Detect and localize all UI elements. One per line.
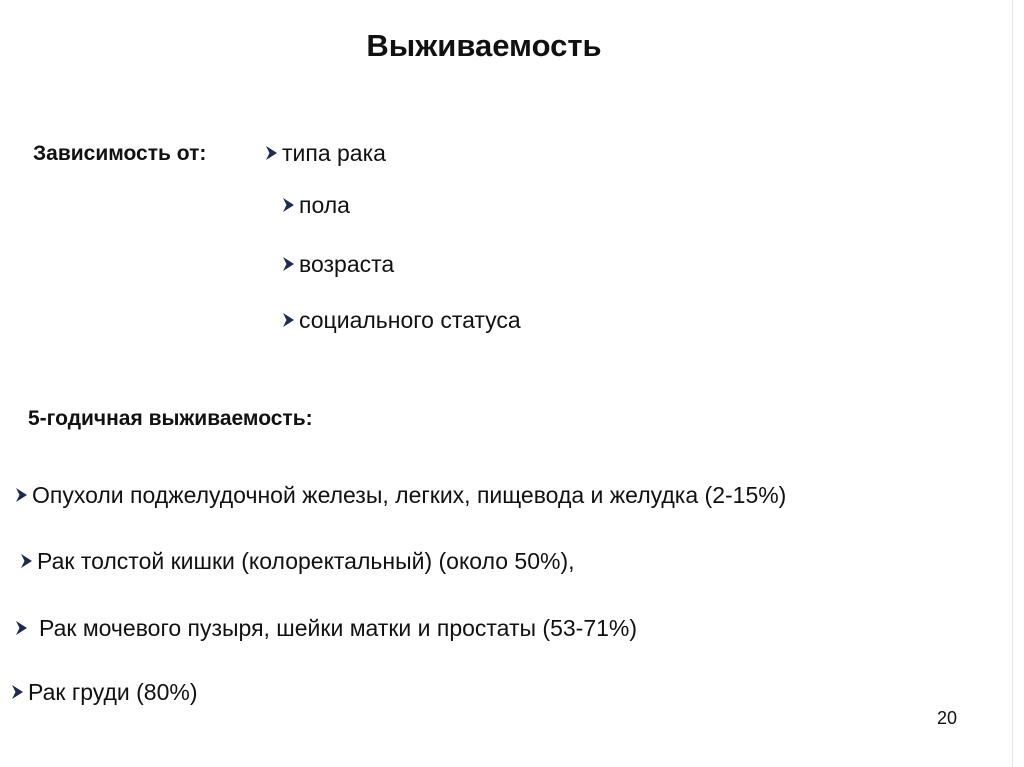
arrowhead-bullet-icon	[283, 257, 294, 271]
dependency-item-sex	[283, 190, 350, 220]
survival-item-label: Опухоли поджелудочной железы, легких, пищевода и желудка (2-15%)	[32, 482, 787, 508]
survival-item-bladder-cervix-prostate	[16, 613, 637, 643]
arrowhead-bullet-icon	[16, 488, 27, 502]
dependency-item-label: возраста	[299, 251, 395, 277]
dependency-item-label: социального статуса	[299, 307, 521, 333]
dependency-item-age	[283, 249, 394, 279]
arrowhead-bullet-icon	[21, 554, 32, 568]
dependency-item-cancer-type	[266, 138, 386, 168]
dependency-item-label: типа рака	[282, 140, 386, 166]
arrowhead-bullet-icon	[266, 146, 277, 160]
arrowhead-bullet-icon	[16, 621, 27, 635]
slide-edge-divider	[1012, 0, 1013, 767]
arrowhead-bullet-icon	[283, 198, 294, 212]
survival-label: 5-годичная выживаемость:	[28, 407, 313, 430]
slide-title: Выживаемость	[366, 28, 602, 63]
page-number: 20	[937, 708, 958, 728]
dependency-item-label: пола	[299, 192, 350, 218]
dependency-item-social-status	[283, 305, 521, 335]
survival-item-label: Рак толстой кишки (колоректальный) (около 50%),	[37, 548, 575, 574]
arrowhead-bullet-icon	[283, 313, 294, 327]
dependency-label: Зависимость от:	[33, 142, 207, 165]
survival-item-colorectal	[21, 546, 575, 576]
survival-item-breast	[12, 677, 198, 707]
survival-item-label: Рак мочевого пузыря, шейки матки и простаты (53-71%)	[39, 615, 638, 641]
survival-item-label: Рак груди (80%)	[28, 679, 198, 705]
survival-item-pancreas-lung	[16, 480, 786, 510]
arrowhead-bullet-icon	[12, 685, 23, 699]
